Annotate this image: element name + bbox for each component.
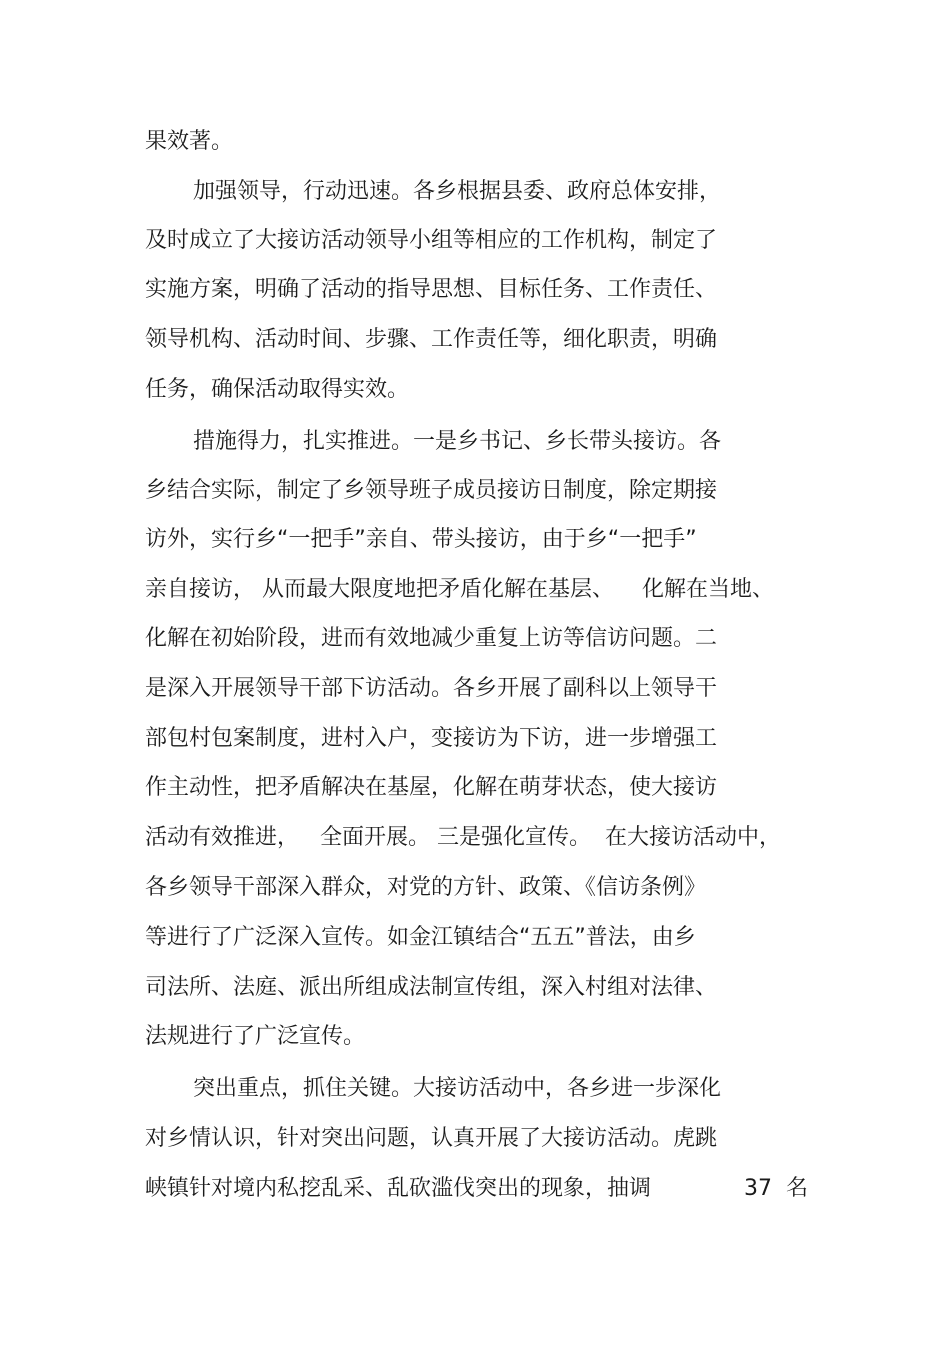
text-line: 任务，确保活动取得实效。 xyxy=(145,377,410,402)
text-line: 活动有效推进， 全面开展。 三是强化宣传。 在大接访活动中， xyxy=(145,825,781,850)
text-line: 化解在初始阶段，进而有效地减少重复上访等信访问题。二 xyxy=(145,626,718,651)
paragraph-start-line: 措施得力，扎实推进。一是乡书记、乡长带头接访。各 xyxy=(193,429,722,454)
text-line: 作主动性，把矛盾解决在基屋，化解在萌芽状态，使大接访 xyxy=(145,775,718,800)
text-line: 法规进行了广泛宣传。 xyxy=(145,1024,366,1049)
paragraph-start-line: 突出重点，抓住关键。大接访活动中，各乡进一步深化 xyxy=(193,1076,722,1101)
text-line: 亲自接访， 从而最大限度地把矛盾化解在基层、 化解在当地、 xyxy=(145,577,774,602)
text-line: 实施方案，明确了活动的指导思想、目标任务、工作责任、 xyxy=(145,277,718,302)
text-line: 及时成立了大接访活动领导小组等相应的工作机构，制定了 xyxy=(145,228,718,253)
text-line: 峡镇针对境内私挖乱采、乱砍滥伐突出的现象，抽调 xyxy=(145,1176,652,1201)
text-line: 领导机构、活动时间、步骤、工作责任等，细化职责，明确 xyxy=(145,327,718,352)
text-line: 等进行了广泛深入宣传。如金江镇结合“五五”普法，由乡 xyxy=(145,925,696,950)
text-line: 乡结合实际，制定了乡领导班子成员接访日制度，除定期接 xyxy=(145,478,718,503)
text-line: 访外，实行乡“一把手”亲自、带头接访，由于乡“一把手” xyxy=(145,527,697,552)
text-line: 各乡领导干部深入群众，对党的方针、政策、《信访条例》 xyxy=(145,875,707,900)
text-line: 果效著。 xyxy=(145,129,234,154)
text-line-tail: 37 名 xyxy=(744,1176,808,1201)
text-line: 对乡情认识，针对突出问题，认真开展了大接访活动。虎跳 xyxy=(145,1126,718,1151)
text-line: 部包村包案制度，进村入户，变接访为下访，进一步增强工 xyxy=(145,726,718,751)
text-line: 是深入开展领导干部下访活动。各乡开展了副科以上领导干 xyxy=(145,676,718,701)
paragraph-start-line: 加强领导，行动迅速。各乡根据县委、政府总体安排， xyxy=(193,179,722,204)
text-line: 司法所、法庭、派出所组成法制宣传组，深入村组对法律、 xyxy=(145,975,718,1000)
